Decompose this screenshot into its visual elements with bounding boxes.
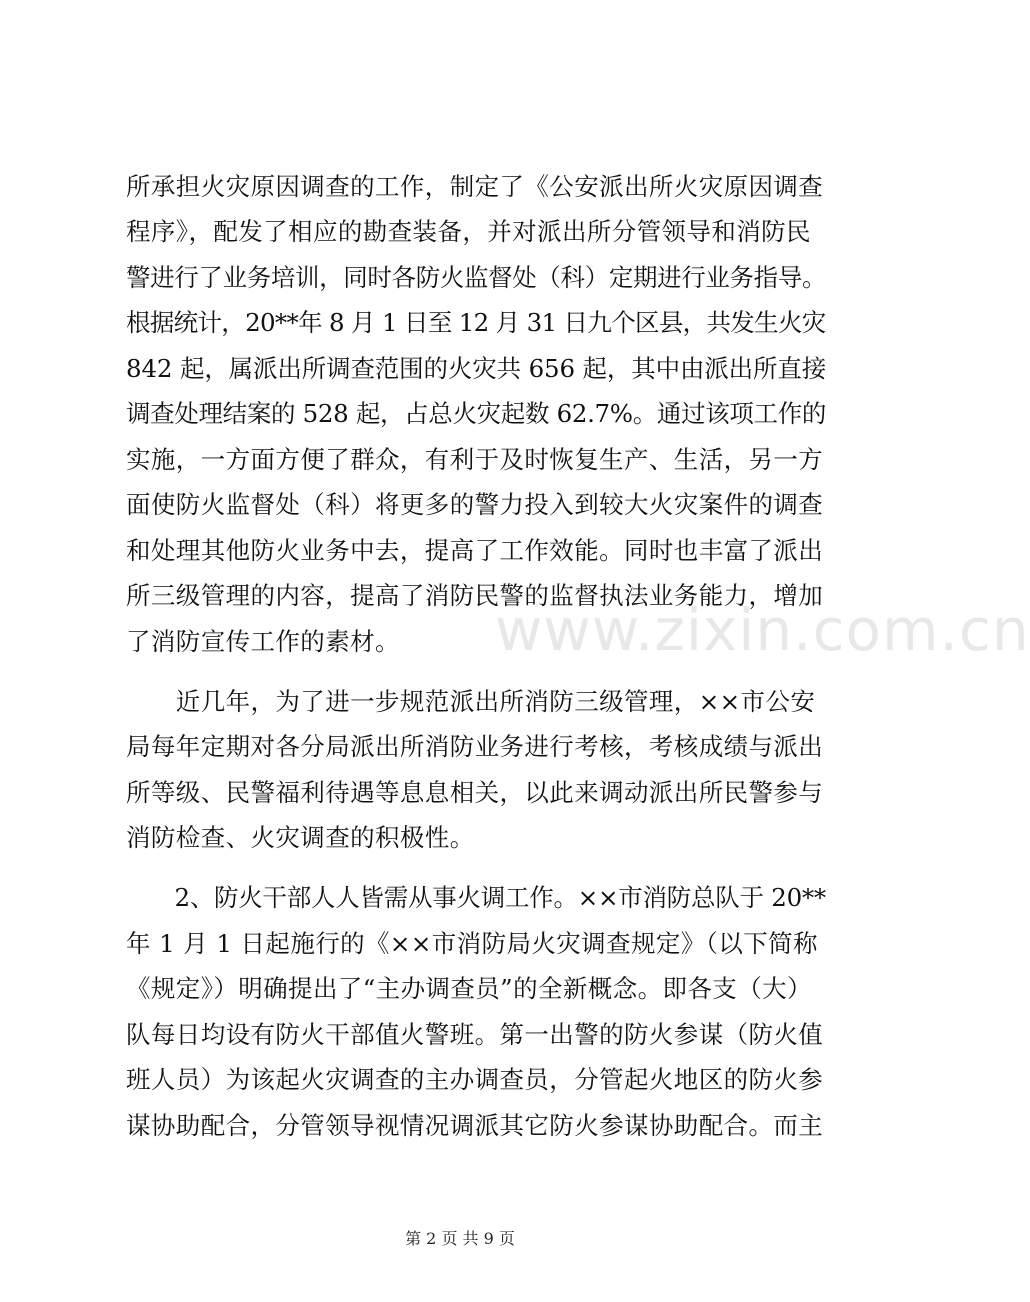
text-line: 根据统计，20**年 8 月 1 日至 12 月 31 日九个区县，共发生火灾 [126, 308, 826, 337]
text-line: 和处理其他防火业务中去，提高了工作效能。同时也丰富了派出 [126, 536, 824, 565]
text-line: 谋协助配合，分管领导视情况调派其它防火参谋协助配合。而主 [126, 1111, 824, 1140]
text-line: 842 起，属派出所调查范围的火灾共 656 起，其中由派出所直接 [126, 354, 827, 383]
text-line: 实施，一方面方便了群众，有利于及时恢复生产、生活，另一方 [126, 445, 824, 474]
text-line: 队每日均设有防火干部值火警班。第一出警的防火参谋（防火值 [126, 1020, 824, 1049]
text-line: 近几年，为了进一步规范派出所消防三级管理，××市公安 [126, 687, 816, 716]
text-line: 所承担火灾原因调查的工作，制定了《公安派出所火灾原因调查 [126, 172, 824, 201]
watermark-text: www.zixin.com.cn [495, 596, 1030, 664]
text-line: 了消防宣传工作的素材。 [126, 627, 400, 656]
text-line: 年 1 月 1 日起施行的《××市消防局火灾调查规定》（以下简称 [126, 929, 818, 958]
text-line: 2、防火干部人人皆需从事火调工作。××市消防总队于 20** [126, 883, 826, 912]
text-line: 班人员）为该起火灾调查的主办调查员，分管起火地区的防火参 [126, 1065, 824, 1094]
text-line: 局每年定期对各分局派出所消防业务进行考核，考核成绩与派出 [126, 732, 824, 761]
text-line: 消防检查、火灾调查的积极性。 [126, 823, 475, 852]
text-line: 程序》，配发了相应的勘查装备，并对派出所分管领导和消防民 [126, 217, 811, 246]
text-line: 《规定》）明确提出了“主办调查员”的全新概念。即各支（大） [126, 974, 812, 1003]
text-line: 调查处理结案的 528 起，占总火灾起数 62.7%。通过该项工作的 [126, 399, 827, 428]
page-number-footer: 第 2 页 共 9 页 [405, 1229, 515, 1248]
text-line: 所三级管理的内容，提高了消防民警的监督执法业务能力，增加 [126, 581, 824, 610]
text-line: 所等级、民警福利待遇等息息相关，以此来调动派出所民警参与 [126, 778, 824, 807]
text-line: 警进行了业务培训，同时各防火监督处（科）定期进行业务指导。 [126, 263, 827, 292]
text-line: 面使防火监督处（科）将更多的警力投入到较大火灾案件的调查 [126, 490, 824, 519]
